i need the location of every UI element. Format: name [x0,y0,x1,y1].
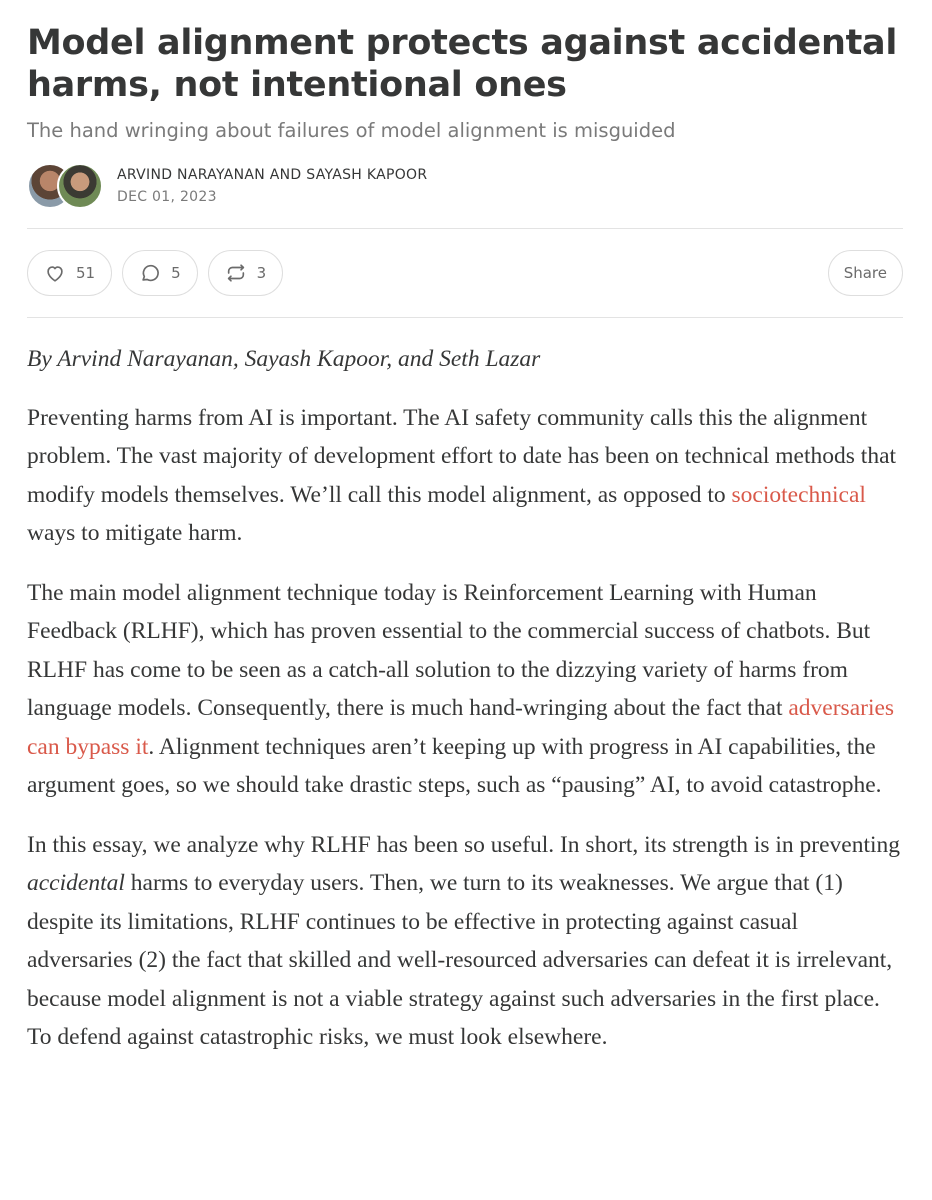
comment-button[interactable] [122,250,198,296]
post-container [27,0,903,1057]
restack-icon [225,262,247,284]
restack-button[interactable] [208,250,284,296]
article-byline: By Arvind Narayanan, Sayash Kapoor, and Seth Lazar [27,346,541,372]
divider [27,317,903,318]
like-count: 51 [76,264,96,282]
heart-icon [44,262,66,284]
share-label: Share [843,264,887,282]
author-names[interactable]: ARVIND NARAYANAN AND SAYASH KAPOOR [117,167,428,183]
comment-count: 5 [171,264,181,282]
emphasis-text: accidental [27,870,125,896]
comment-icon [139,262,161,284]
paragraph [27,399,903,553]
paragraph-text: ways to mitigate harm. [27,520,243,546]
post-byline [27,162,903,210]
sociotechnical-link[interactable]: sociotechnical [731,481,866,508]
avatar[interactable] [57,163,103,209]
paragraph-text: In this essay, we analyze why RLHF has been so useful. In short, its strength is in preventing [27,831,901,858]
paragraph-text: The main model alignment technique today is Reinforcement Learning with Human Feedback (RLHF), which has proven essential to the commercial success of chatbots. But RLHF has come to be seen as a catch-all solution to the dizzying variety of harms from language models. Consequently, there is much hand-wringing about the fact that [27,579,871,721]
post-meta [117,165,427,207]
adversaries-link[interactable]: adversaries can bypass it [27,695,895,760]
paragraph-text: harms to everyday users. Then, we turn to its weaknesses. We argue that (1) despite its limitations, RLHF continues to be effective in protecting against casual adversaries (2) the fact that skilled and well-resourced adversaries can defeat it is irrelevant, because model alignment is not a viable strategy against such adversaries in the first place. To defend against catastrophic risks, we must look elsewhere. [27,870,893,1050]
share-button[interactable] [828,250,903,296]
like-button[interactable] [27,250,112,296]
author-avatars [27,163,105,209]
paragraph [27,826,903,1057]
post-body [27,340,903,1057]
paragraph-text: . Alignment techniques aren’t keeping up with progress in AI capabilities, the argument goes, so we should take drastic steps, such as “pausing” AI, to avoid catastrophe. [27,733,882,798]
restack-count: 3 [256,264,267,282]
post-actions [27,229,903,317]
paragraph [27,574,903,805]
post-title: Model alignment protects against accidental harms, not intentional ones [27,23,898,105]
post-date: DEC 01, 2023 [117,189,217,205]
post-subtitle: The hand wringing about failures of model alignment is misguided [27,119,676,142]
paragraph-text: Preventing harms from AI is important. The AI safety community calls this the alignment problem. The vast majority of development effort to date has been on technical methods that modify models themselves. We’ll call this model alignment, as opposed to [27,404,897,508]
